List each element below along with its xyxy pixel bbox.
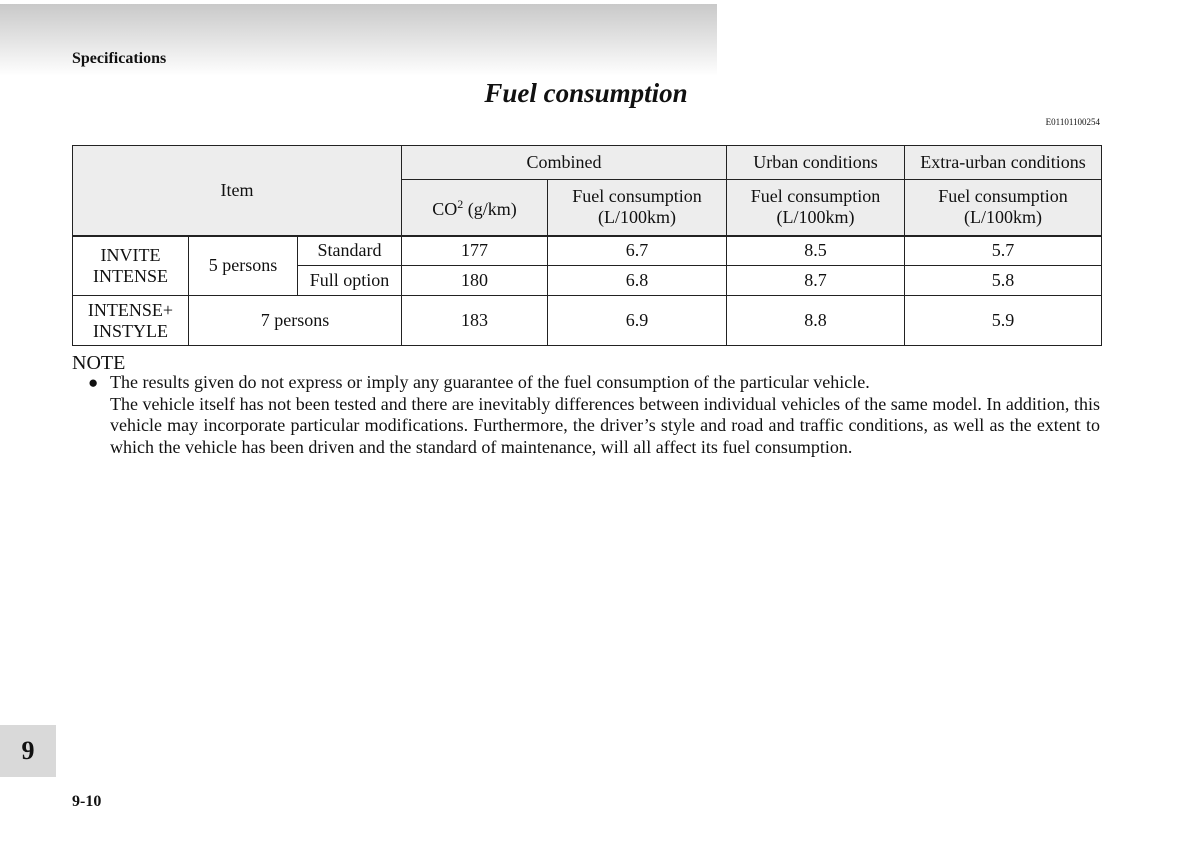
- trim-cell: Standard: [298, 236, 402, 266]
- header-urban: Urban conditions: [727, 146, 905, 180]
- header-co2: $CO^2$ (g/km): [402, 180, 548, 236]
- fuel-consumption-table: [72, 145, 1102, 346]
- note-label: NOTE: [72, 352, 126, 374]
- co2-cell: 177: [402, 236, 548, 266]
- header-extra-urban: Extra-urban conditions: [905, 146, 1102, 180]
- chapter-tab: 9: [0, 725, 56, 777]
- table-row: [73, 296, 1102, 346]
- trim-cell: Full option: [298, 266, 402, 296]
- note-line-1: The results given do not express or imply any guarantee of the fuel consumption of the particular vehicle.: [110, 372, 870, 392]
- extra-urban-cell: 5.9: [905, 296, 1102, 346]
- seats-cell: 5 persons: [189, 236, 298, 296]
- header-fc-urban: Fuel consumption (L/100km): [727, 180, 905, 236]
- page-number: 9-10: [72, 793, 102, 810]
- header-fc-combined: Fuel consumption (L/100km): [548, 180, 727, 236]
- table-row: [73, 236, 1102, 266]
- section-label: Specifications: [72, 50, 167, 67]
- extra-urban-cell: 5.7: [905, 236, 1102, 266]
- model-cell: INVITE INTENSE: [73, 236, 189, 296]
- combined-cell: 6.7: [548, 236, 727, 266]
- combined-cell: 6.8: [548, 266, 727, 296]
- extra-urban-cell: 5.8: [905, 266, 1102, 296]
- header-fc-extra-urban: Fuel consumption (L/100km): [905, 180, 1102, 236]
- seats-cell: 7 persons: [189, 296, 402, 346]
- header-combined: Combined: [402, 146, 727, 180]
- co2-cell: 183: [402, 296, 548, 346]
- header-item: Item: [73, 146, 402, 236]
- urban-cell: 8.5: [727, 236, 905, 266]
- note-body: [110, 372, 1100, 458]
- document-code: E01101100254: [1045, 117, 1100, 127]
- urban-cell: 8.7: [727, 266, 905, 296]
- combined-cell: 6.9: [548, 296, 727, 346]
- page-title: Fuel consumption: [484, 78, 688, 108]
- table-header-row-groups: [73, 146, 1102, 180]
- bullet-icon: ●: [88, 373, 99, 392]
- model-cell: INTENSE+ INSTYLE: [73, 296, 189, 346]
- note-line-2: The vehicle itself has not been tested and there are inevitably differences between individual vehicles of the same model. In addition, this vehicle may incorporate particular modifications. Furthermore, the driver’s style and road and traffic conditions, as well as the extent to which the vehicle has been driven and the standard of maintenance, will all affect its fuel consumption.: [110, 393, 1100, 457]
- urban-cell: 8.8: [727, 296, 905, 346]
- co2-cell: 180: [402, 266, 548, 296]
